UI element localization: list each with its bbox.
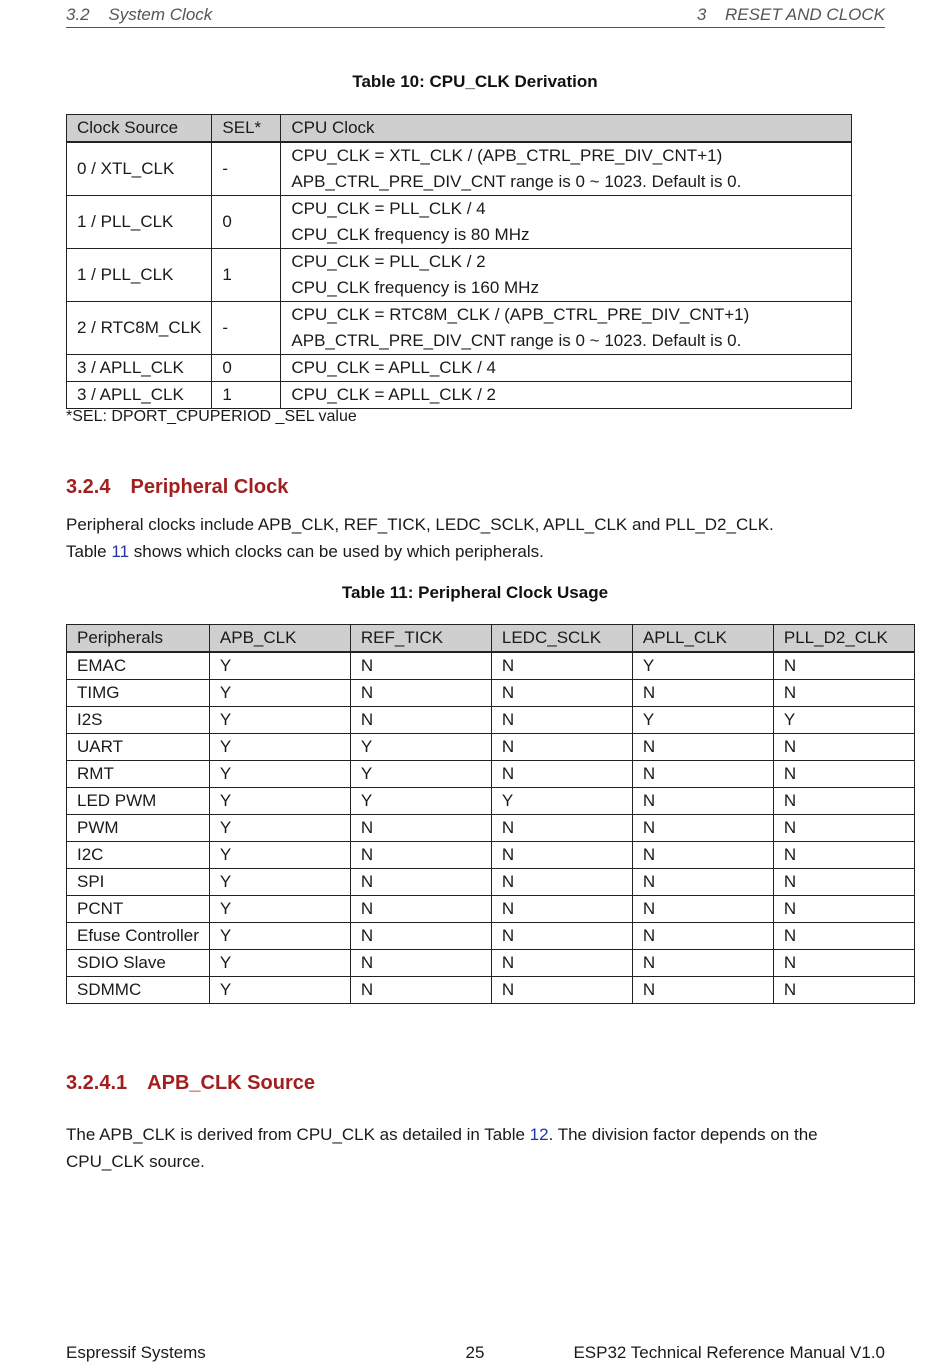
section-number: 3.2.4.1 [66, 1072, 128, 1094]
pll-d2-clk-cell: N [773, 788, 914, 815]
peripheral-name-cell: I2C [67, 842, 210, 869]
cpu-clock-line: CPU_CLK frequency is 80 MHz [291, 225, 530, 244]
ledc-sclk-cell: N [491, 896, 632, 923]
apll-clk-cell: N [632, 923, 773, 950]
ledc-sclk-cell: N [491, 869, 632, 896]
ref-tick-cell: Y [350, 788, 491, 815]
section-number: 3.2.4 [66, 476, 111, 498]
section-heading-peripheral-clock [66, 476, 288, 499]
apll-clk-cell: N [632, 788, 773, 815]
apb-clk-cell: Y [209, 815, 350, 842]
table-row [67, 196, 852, 249]
ledc-sclk-cell: N [491, 950, 632, 977]
ref-tick-cell: N [350, 652, 491, 680]
table-row [67, 382, 852, 409]
clock-source-cell: 1 / PLL_CLK [67, 249, 212, 302]
cpu-clock-cell [281, 249, 852, 302]
table10-caption: Table 10: CPU_CLK Derivation [352, 72, 598, 91]
pll-d2-clk-cell: N [773, 652, 914, 680]
apll-clk-cell: N [632, 950, 773, 977]
column-header: REF_TICK [350, 625, 491, 653]
table12-reference-link[interactable]: 12 [529, 1125, 549, 1144]
apll-clk-cell: Y [632, 707, 773, 734]
pll-d2-clk-cell: N [773, 977, 914, 1004]
pll-d2-clk-cell: N [773, 734, 914, 761]
sel-cell: 1 [212, 382, 281, 409]
ref-tick-cell: Y [350, 734, 491, 761]
peripheral-name-cell: RMT [67, 761, 210, 788]
sel-cell: 0 [212, 196, 281, 249]
column-header: Clock Source [67, 115, 212, 143]
cpu-clock-line: CPU_CLK frequency is 160 MHz [291, 278, 539, 297]
table-row [67, 249, 852, 302]
header-chapter-number: 3 [696, 5, 707, 24]
clock-source-cell: 1 / PLL_CLK [67, 196, 212, 249]
cpu-clock-line: APB_CTRL_PRE_DIV_CNT range is 0 ~ 1023. Default is 0. [291, 331, 742, 350]
table-row [67, 950, 915, 977]
apll-clk-cell: N [632, 815, 773, 842]
ledc-sclk-cell: N [491, 734, 632, 761]
section-title: Peripheral Clock [130, 476, 289, 498]
ledc-sclk-cell: Y [491, 788, 632, 815]
ref-tick-cell: N [350, 896, 491, 923]
cpu-clock-cell [281, 142, 852, 196]
table-row [67, 734, 915, 761]
cpu-clock-cell: CPU_CLK = APLL_CLK / 4 [281, 355, 852, 382]
apb-clk-cell: Y [209, 788, 350, 815]
cpu-clock-line: CPU_CLK = PLL_CLK / 4 [291, 199, 486, 218]
peripheral-name-cell: EMAC [67, 652, 210, 680]
peripheral-name-cell: LED PWM [67, 788, 210, 815]
apb-clk-cell: Y [209, 869, 350, 896]
cpu-clk-derivation-table [66, 114, 852, 409]
running-header [66, 5, 885, 28]
apb-clk-cell: Y [209, 761, 350, 788]
paragraph-text: Table [66, 542, 112, 561]
ref-tick-cell: N [350, 680, 491, 707]
cpu-clock-cell: CPU_CLK = APLL_CLK / 2 [281, 382, 852, 409]
apll-clk-cell: N [632, 842, 773, 869]
pll-d2-clk-cell: Y [773, 707, 914, 734]
paragraph-text: . The division factor depends on the CPU_CLK source. [66, 1125, 818, 1171]
ref-tick-cell: N [350, 977, 491, 1004]
cpu-clock-line: CPU_CLK = XTL_CLK / (APB_CTRL_PRE_DIV_CNT+1) [291, 146, 723, 165]
column-header: Peripherals [67, 625, 210, 653]
table-row [67, 761, 915, 788]
column-header: APB_CLK [209, 625, 350, 653]
peripheral-name-cell: SDIO Slave [67, 950, 210, 977]
apll-clk-cell: N [632, 761, 773, 788]
ref-tick-cell: N [350, 950, 491, 977]
peripheral-name-cell: SDMMC [67, 977, 210, 1004]
clock-source-cell: 3 / APLL_CLK [67, 382, 212, 409]
apb-clk-cell: Y [209, 896, 350, 923]
sel-cell: 1 [212, 249, 281, 302]
table-header-row [67, 625, 915, 653]
peripheral-name-cell: TIMG [67, 680, 210, 707]
ref-tick-cell: N [350, 815, 491, 842]
peripheral-clock-paragraph [66, 511, 886, 565]
clock-source-cell: 2 / RTC8M_CLK [67, 302, 212, 355]
pll-d2-clk-cell: N [773, 842, 914, 869]
ledc-sclk-cell: N [491, 923, 632, 950]
ref-tick-cell: Y [350, 761, 491, 788]
peripheral-name-cell: PCNT [67, 896, 210, 923]
pll-d2-clk-cell: N [773, 950, 914, 977]
peripheral-name-cell: UART [67, 734, 210, 761]
pll-d2-clk-cell: N [773, 680, 914, 707]
table-row [67, 355, 852, 382]
table-row [67, 896, 915, 923]
table-row [67, 869, 915, 896]
cpu-clock-line: CPU_CLK = PLL_CLK / 2 [291, 252, 486, 271]
footer-company: Espressif Systems [66, 1343, 206, 1362]
ref-tick-cell: N [350, 923, 491, 950]
ref-tick-cell: N [350, 842, 491, 869]
ledc-sclk-cell: N [491, 842, 632, 869]
pll-d2-clk-cell: N [773, 923, 914, 950]
apb-clk-cell: Y [209, 680, 350, 707]
column-header: PLL_D2_CLK [773, 625, 914, 653]
sel-cell: - [212, 302, 281, 355]
apb-clk-cell: Y [209, 652, 350, 680]
header-section-number: 3.2 [66, 5, 90, 24]
apll-clk-cell: Y [632, 652, 773, 680]
paragraph-text: shows which clocks can be used by which peripherals. [129, 542, 544, 561]
table11-body [67, 652, 915, 1004]
apb-clk-cell: Y [209, 923, 350, 950]
cpu-clock-line: APB_CTRL_PRE_DIV_CNT range is 0 ~ 1023. Default is 0. [291, 172, 742, 191]
apll-clk-cell: N [632, 734, 773, 761]
ledc-sclk-cell: N [491, 761, 632, 788]
ledc-sclk-cell: N [491, 815, 632, 842]
apb-clk-cell: Y [209, 734, 350, 761]
table10-footnote: *SEL: DPORT_CPUPERIOD _SEL value [66, 408, 357, 425]
peripheral-name-cell: SPI [67, 869, 210, 896]
footer-page-number: 25 [465, 1343, 485, 1362]
table-row [67, 923, 915, 950]
cpu-clock-cell [281, 302, 852, 355]
table-header-row [67, 115, 852, 143]
table11-caption: Table 11: Peripheral Clock Usage [341, 583, 609, 602]
paragraph-line: Peripheral clocks include APB_CLK, REF_TICK, LEDC_SCLK, APLL_CLK and PLL_D2_CLK. [66, 515, 774, 534]
sel-cell: - [212, 142, 281, 196]
table-row [67, 842, 915, 869]
header-section [66, 5, 212, 25]
peripheral-name-cell: PWM [67, 815, 210, 842]
section-title: APB_CLK Source [147, 1072, 315, 1094]
section-heading-apb-clk-source [66, 1072, 315, 1095]
ledc-sclk-cell: N [491, 652, 632, 680]
header-chapter [697, 5, 885, 25]
column-header: CPU Clock [281, 115, 852, 143]
ledc-sclk-cell: N [491, 680, 632, 707]
apb-clk-cell: Y [209, 842, 350, 869]
table-row [67, 977, 915, 1004]
table11-reference-link[interactable]: 11 [111, 542, 130, 561]
table-row [67, 142, 852, 196]
ledc-sclk-cell: N [491, 707, 632, 734]
column-header: APLL_CLK [632, 625, 773, 653]
column-header: SEL* [212, 115, 281, 143]
table-row [67, 652, 915, 680]
apll-clk-cell: N [632, 977, 773, 1004]
header-section-title: System Clock [108, 5, 213, 24]
table-row [67, 680, 915, 707]
apb-clk-cell: Y [209, 950, 350, 977]
ref-tick-cell: N [350, 869, 491, 896]
apb-clk-cell: Y [209, 707, 350, 734]
sel-cell: 0 [212, 355, 281, 382]
paragraph-text: The APB_CLK is derived from CPU_CLK as detailed in Table [66, 1125, 530, 1144]
ref-tick-cell: N [350, 707, 491, 734]
ledc-sclk-cell: N [491, 977, 632, 1004]
clock-source-cell: 3 / APLL_CLK [67, 355, 212, 382]
peripheral-clock-usage-table [66, 624, 915, 1004]
pll-d2-clk-cell: N [773, 761, 914, 788]
paragraph-line [66, 538, 886, 565]
column-header: LEDC_SCLK [491, 625, 632, 653]
apb-clk-paragraph [66, 1121, 886, 1175]
table-row [67, 815, 915, 842]
footer-manual-title: ESP32 Technical Reference Manual V1.0 [573, 1343, 885, 1362]
apll-clk-cell: N [632, 680, 773, 707]
pll-d2-clk-cell: N [773, 815, 914, 842]
table-row [67, 788, 915, 815]
cpu-clock-cell [281, 196, 852, 249]
clock-source-cell: 0 / XTL_CLK [67, 142, 212, 196]
apll-clk-cell: N [632, 869, 773, 896]
header-chapter-title: RESET AND CLOCK [725, 5, 885, 24]
pll-d2-clk-cell: N [773, 896, 914, 923]
table-row [67, 707, 915, 734]
cpu-clock-line: CPU_CLK = RTC8M_CLK / (APB_CTRL_PRE_DIV_CNT+1) [291, 305, 750, 324]
peripheral-name-cell: I2S [67, 707, 210, 734]
table-row [67, 302, 852, 355]
apb-clk-cell: Y [209, 977, 350, 1004]
peripheral-name-cell: Efuse Controller [67, 923, 210, 950]
pll-d2-clk-cell: N [773, 869, 914, 896]
apll-clk-cell: N [632, 896, 773, 923]
